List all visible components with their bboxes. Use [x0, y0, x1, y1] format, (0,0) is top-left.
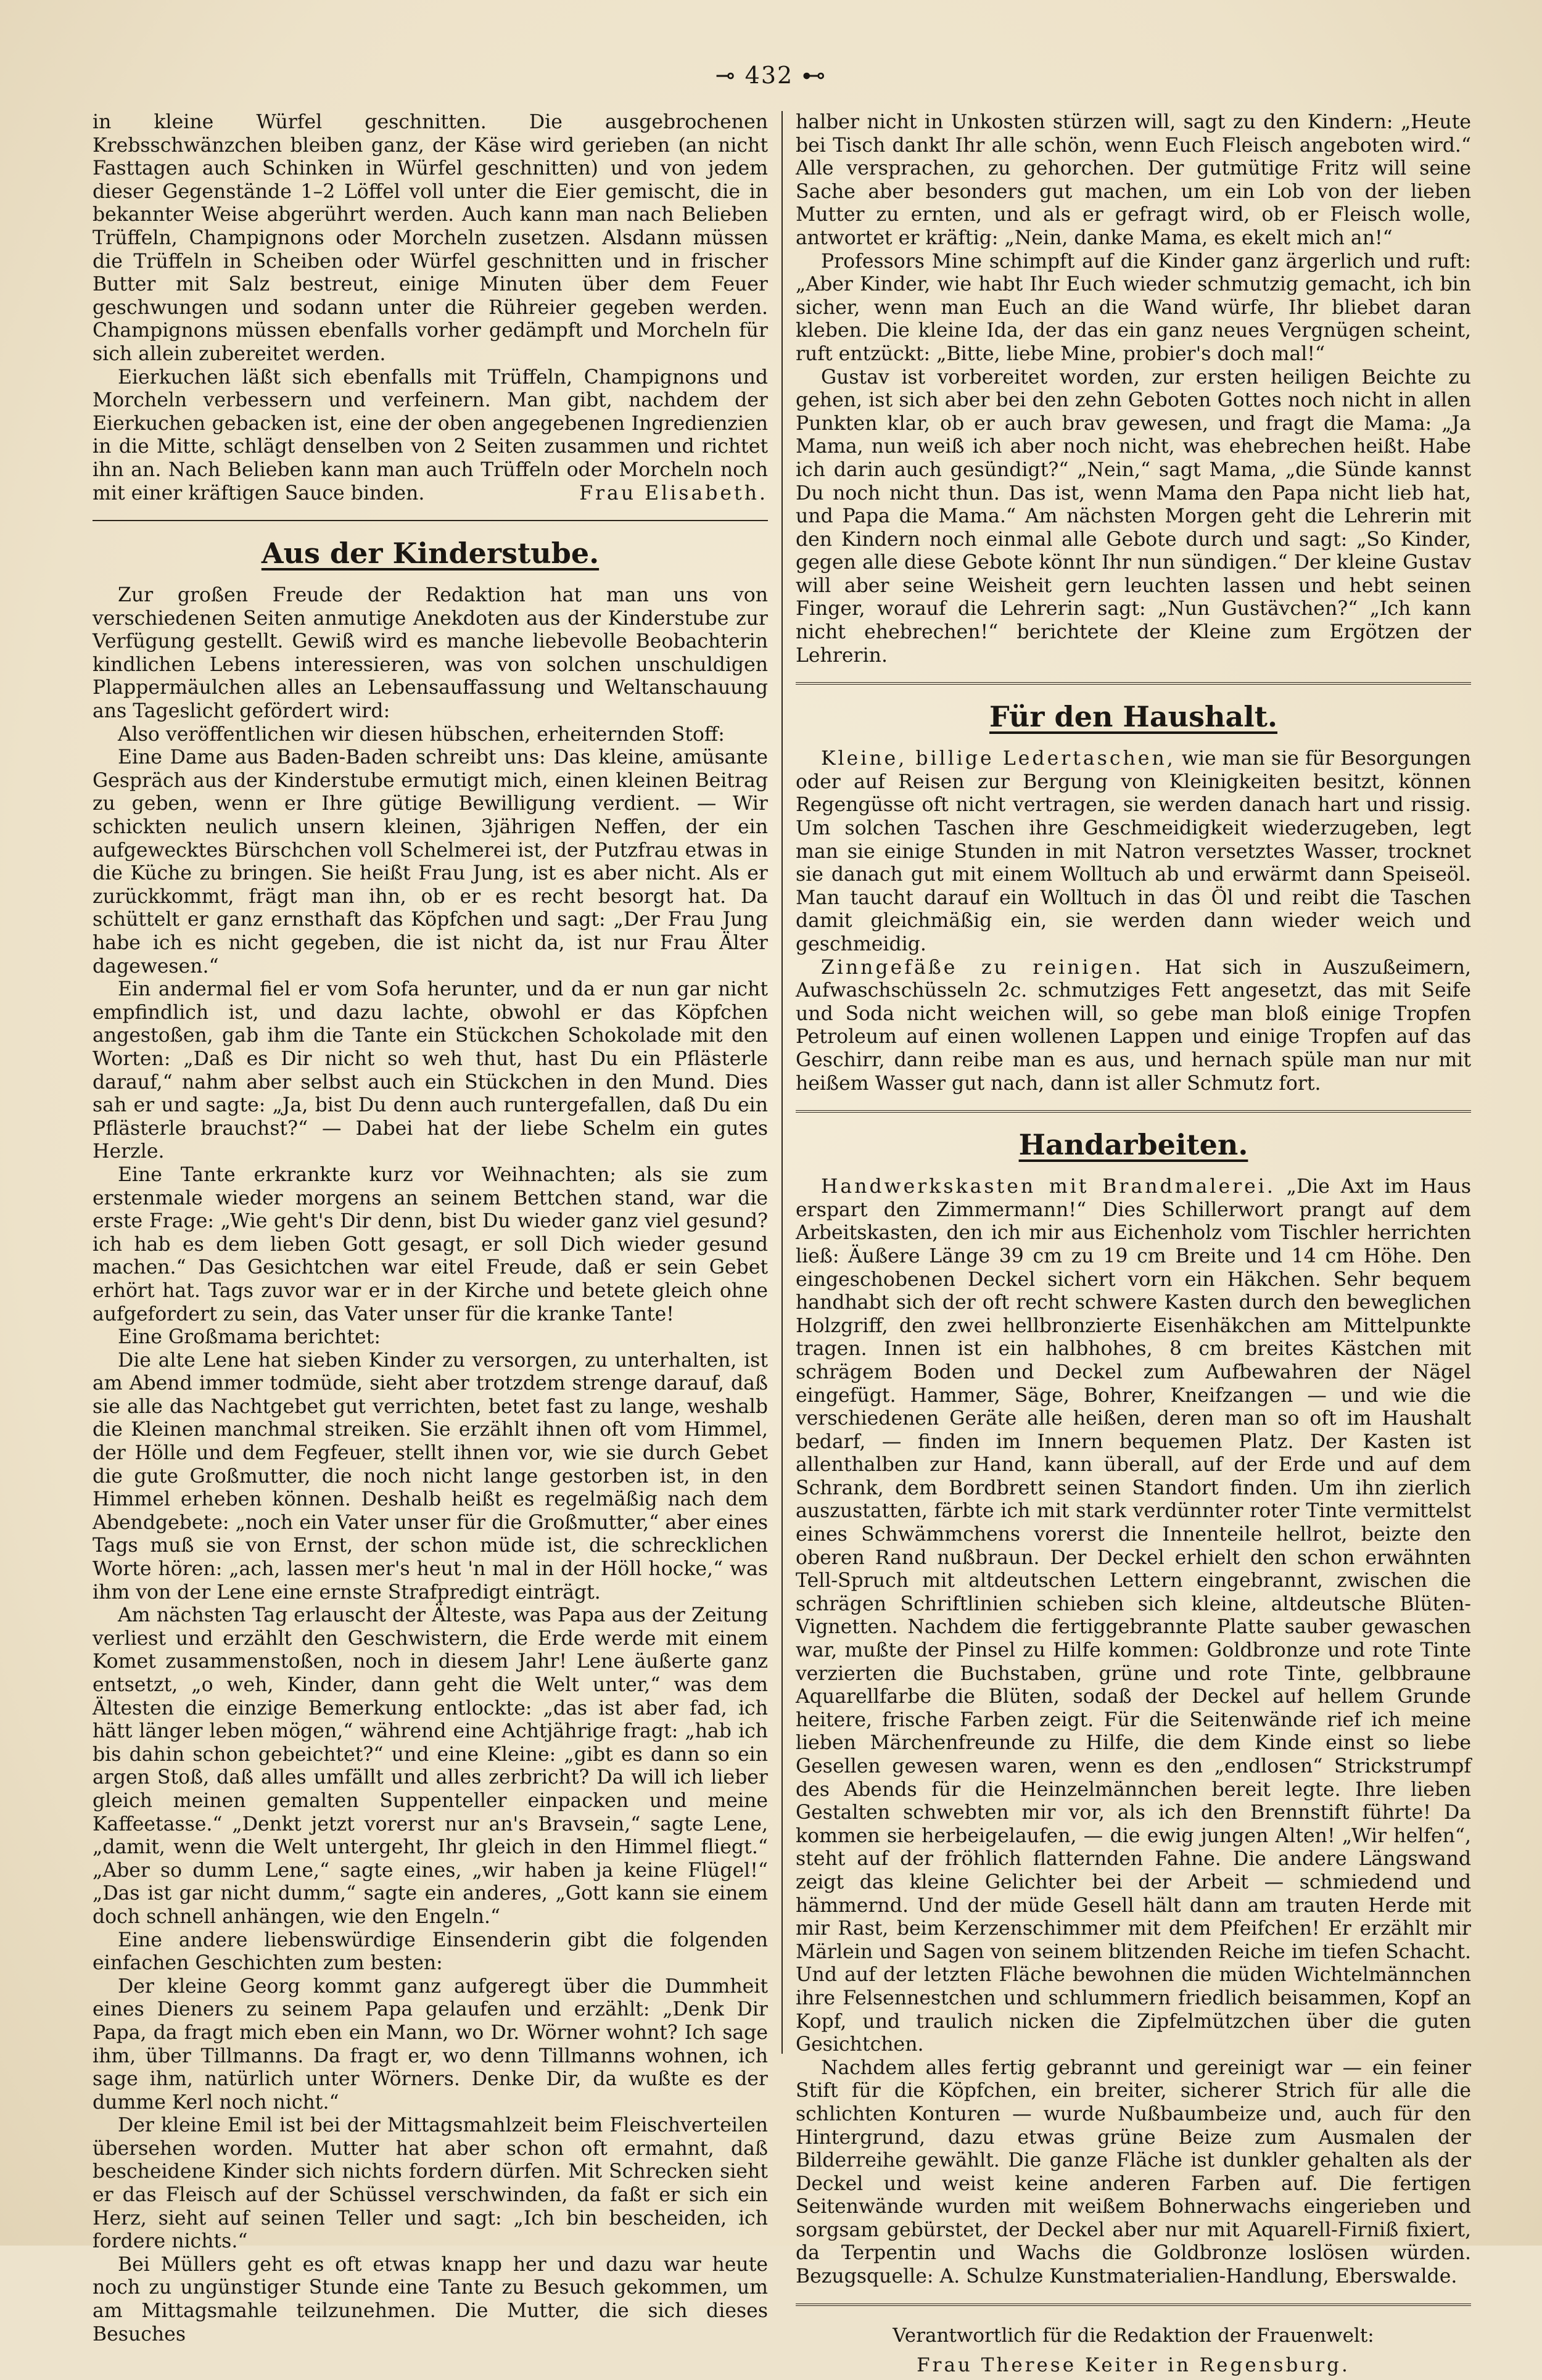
- article-paragraph: Eine Großmama berichtet:: [117, 1326, 381, 1349]
- article-paragraph: Also veröffentlichen wir diesen hübschen, erheiternden Stoff:: [117, 723, 725, 746]
- household-text: Hat sich in Auszußeimern, Aufwaschschüsseln 2c. schmutziges Fett angesetzt, das mit Seife und Soda nicht weichen will, so gebe man bloß einige Tropfen Petroleum auf einen wollenen Lappen und einige Tropfen auf das Geschirr, dann reibe man es aus, und hernach spüle man nur mit heißem Wasser gut nach, dann ist aller Schmutz fort.: [796, 956, 1471, 1095]
- section-rule: [93, 520, 768, 521]
- article-paragraph: Bei Müllers geht es oft etwas knapp her und dazu war heute noch zu ungünstiger Stunde eine Tante zu Besuch gekommen, um am Mittagsmahle teilzunehmen. Die Mutter, die sich dieses Besuches: [93, 2253, 768, 2345]
- footer-line: Frau Therese Keiter in Regensburg.: [917, 2353, 1350, 2376]
- handwork-lead: Handwerkskasten mit Brandmalerei.: [820, 1176, 1276, 1198]
- article-paragraph: Eine andere liebenswürdige Einsenderin gibt die folgenden einfachen Geschichten zum besten:: [93, 1929, 768, 1975]
- article-paragraph: Ein andermal fiel er vom Sofa herunter, und da er nun gar nicht empfindlich ist, und dazu lachte, obwohl er das Köpfchen angestoßen, gab ihm die Tante ein Stückchen Schokolade mit den Worten: „Daß es Dir nicht so weh thut, hast Du ein Pflästerle darauf,“ nahm aber selbst auch ein Stückchen in den Mund. Dies sah er und sagte: „Ja, bist Du denn auch runtergefallen, daß Du ein Pflästerle brauchst?“ — Dabei hat der liebe Schelm ein gutes Herzle.: [93, 978, 768, 1163]
- column-divider: [781, 111, 783, 2054]
- footer-rule: [796, 2304, 1471, 2306]
- page-number: ⊸ 432 ⊷: [715, 62, 827, 89]
- household-paragraph: [796, 747, 1471, 956]
- section-title-kinderstube: Aus der Kinderstube.: [261, 537, 600, 570]
- handwork-text: „Die Axt im Haus erspart den Zimmermann!“ Dies Schillerwort prangt auf dem Arbeitskasten, den ich mir aus Eichenholz vom Tischler herrichten ließ: Äußere Länge 39 cm zu 19 cm Breite und 14 cm Höhe. Den eingeschobenen Deckel sichert vorn ein Häkchen. Sehr bequem handhabt sich der oft recht schwere Kasten durch den beweglichen Holzgriff, den zwei hellbronzierte Eisenhäkchen am Mittelpunkte tragen. Innen ist ein halbhohes, 8 cm breites Kästchen mit schrägem Boden und Deckel zum Aufbewahren der Nägel eingefügt. Hammer, Säge, Bohrer, Kneifzangen — und wie die verschiedenen Geräte alle heißen, deren man so oft im Haushalt bedarf, — finden im Innern bequemen Platz. Der Kasten ist allenthalben zur Hand, kann überall, auf der Erde und auf dem Schrank, dem Bordbrett seinen Standort finden. Um ihn zierlich auszustatten, färbte ich mit stark verdünnter roter Tinte vermittelst eines Schwämmchens vorerst die Innenteile hellrot, beizte den oberen Rand nußbraun. Der Deckel erhielt den schon erwähnten Tell-Spruch mit altdeutschen Lettern eingebrannt, zwischen die schrägen Schriftlinien schieben sich kleine, altdeutsche Blüten-Vignetten. Nachdem die fertiggebrannte Platte sauber gewaschen war, mußte der Pinsel zu Hilfe kommen: Goldbronze und rote Tinte verzierten die Buchstaben, grüne und rote Tinte, gelbbraune Aquarellfarbe die Blüten, sodaß der Deckel auf hellem Grunde heitere, frische Farben zeigt. Für die Seitenwände rief ich meine lieben Märchenfreunde zu Hilfe, die dem Kinde einst so liebe Gesellen gewesen waren, wenn es den „endlosen“ Strickstrumpf des Abends für die Heinzelmännchen bereit legte. Ihre lieben Gestalten schwebten mir vor, als ich den Brennstift führte! Da kommen sie herbeigelaufen, — die ewig jungen Alten! „Wir helfen“, steht auf der fröhlich flatternden Fahne. Die andere Längswand zeigt das kleine Gelichter bei der Arbeit — schmiedend und hämmernd. Und der müde Gesell hält dann am trauten Herde mit mir Rast, beim Kerzenschimmer mit dem Pfeifchen! Er erzählt mir Märlein und Sagen von seinem blitzenden Reiche im tiefen Schacht. Und auf der letzten Fläche bewohnen die müden Wichtelmännchen ihre Felsennestchen und schlummern friedlich beisammen, Kopf an Kopf, und traulich nicken die Zipfelmützchen über die guten Gesichtchen.: [796, 1176, 1471, 2056]
- article-paragraph: Am nächsten Tag erlauscht der Älteste, was Papa aus der Zeitung verliest und erzählt den Geschwistern, die Erde werde mit einem Komet zusammenstoßen, noch in diesem Jahr! Lene äußerte ganz entsetzt, „o weh, Kinder, dann geht die Welt unter,“ was dem Ältesten die einzige Bemerkung entlockte: „das ist aber fad, ich hätt länger leben mögen,“ während eine Achtjährige fragt: „hab ich bis dahin schon gebeichtet?“ und eine Kleine: „gibt es dann so ein argen Stoß, daß alles umfällt und alles zerbricht? Da will ich lieber gleich meinen gemalten Suppenteller einpacken und meine Kaffeetasse.“ „Denkt jetzt vorerst nur an's Bravsein,“ sagte Lene, „damit, wenn die Welt untergeht, Ihr gleich in den Himmel fliegt.“ „Aber so dumm Lene,“ sagte eines, „wir haben ja keine Flügel!“ „Das ist gar nicht dumm,“ sagte ein anderes, „Gott kann sie einem doch schnell anhängen, wie den Engeln.“: [93, 1604, 768, 1928]
- editorial-footer: [796, 2321, 1471, 2380]
- article-paragraph: Zur großen Freude der Redaktion hat man uns von verschiedenen Seiten anmutige Anekdoten aus der Kinderstube zur Verfügung gestellt. Gewiß wird es manche liebevolle Beobachterin kindlichen Lebens interessieren, was von solchen unschuldigen Plappermäulchen alles an Lebensauffassung und Weltanschauung ans Tageslicht gefördert wird:: [93, 584, 768, 723]
- article-paragraph: Professors Mine schimpft auf die Kinder ganz ärgerlich und ruft: „Aber Kinder, wie habt Ihr Euch wieder schmutzig gemacht, ich bin sicher, wenn man Euch an die Wand würfe, Ihr bliebet daran kleben. Die kleine Ida, der das ein ganz neues Vergnügen scheint, ruft entzückt: „Bitte, liebe Mine, probier's doch mal!“: [796, 250, 1471, 365]
- article-paragraph: Die alte Lene hat sieben Kinder zu versorgen, zu unterhalten, ist am Abend immer todmüde, sieht aber trotzdem strenge darauf, daß sie alle das Nachtgebet gut verrichten, betet fast zu lange, weshalb die Kleinen manchmal streiken. Sie erzählt ihnen oft vom Himmel, der Hölle und dem Fegfeuer, stellt ihnen vor, wie sie durch Gebet die gute Großmutter, die noch nicht lange gestorben ist, in den Himmel erheben können. Deshalb heißt es regelmäßig nach dem Abendgebete: „noch ein Vater unser für die Großmutter,“ aber eines Tags muß sie von Ernst, der schon müde ist, die schrecklichen Worte hören: „ach, lassen mer's heut 'n mal in der Höll hocke,“ was ihm von der Lene eine ernste Strafpredigt einträgt.: [93, 1349, 768, 1604]
- household-lead: Zinngefäße zu reinigen.: [820, 956, 1144, 979]
- article-paragraph: Der kleine Georg kommt ganz aufgeregt über die Dummheit eines Dieners zu seinem Papa gelaufen und erzählt: „Denk Dir Papa, da fragt mich eben ein Mann, wo Dr. Wörner wohnt? Ich sage ihm, über Tillmanns. Da fragt er, wo denn Tillmanns wohnen, ich sage ihm, natürlich unter Wörners. Denke Dir, da wußte es der dumme Kerl noch nicht.“: [93, 1975, 768, 2114]
- section-rule: [796, 682, 1471, 685]
- article-paragraph: Der kleine Emil ist bei der Mittagsmahlzeit beim Fleischverteilen übersehen worden. Mutter hat aber schon oft ermahnt, daß bescheidene Kinder sich nichts fordern dürfen. Mit Schrecken sieht er das Fleisch auf der Schüssel verschwinden, da faßt er sich ein Herz, sieht auf seinen Teller und sagt: „Ich bin bescheiden, ich fordere nichts.“: [93, 2114, 768, 2253]
- right-column: [796, 111, 1471, 2380]
- author-signature: Frau Elisabeth.: [579, 482, 768, 504]
- section-title-handarbeiten: Handarbeiten.: [1018, 1128, 1248, 1162]
- left-column: [93, 111, 768, 2346]
- article-paragraph: Gustav ist vorbereitet worden, zur ersten heiligen Beichte zu gehen, ist sich aber bei den zehn Geboten Gottes noch nicht in allen Punkten klar, ob er auch brav gewesen, und fragt die Mama: „Ja Mama, nun weiß ich aber noch nicht, was ehebrechen heißt. Habe ich darin auch gesündigt?“ „Nein,“ sagt Mama, „die Sünde kannst Du noch nicht thun. Das ist, wenn Mama den Papa nicht lieb hat, und Papa die Mama.“ Am nächsten Morgen geht die Lehrerin mit den Kindern noch einmal alle Gebote durch und sagt: „So Kinder, gegen alle diese Gebote könnt Ihr nun sündigen.“ Der kleine Gustav will aber seine Weisheit gern leuchten lassen und hebt seinen Finger, worauf die Lehrerin sagt: „Nun Gustävchen?“ „Ich kann nicht ehebrechen!“ berichtete der Kleine zum Ergötzen der Lehrerin.: [796, 366, 1471, 667]
- recipe-continuation-paragraph: in kleine Würfel geschnitten. Die ausgebrochenen Krebsschwänzchen bleiben ganz, der Käse wird gerieben (an nicht Fasttagen auch Schinken in Würfel geschnitten) und von jedem dieser Gegenstände 1–2 Löffel voll unter die Eier gemischt, die in bekannter Weise abgerührt werden. Auch kann man nach Belieben Trüffeln, Champignons oder Morcheln zusetzen. Alsdann müssen die Trüffeln in Scheiben oder Würfel geschnitten und in frischer Butter mit Salz bestreut, einige Minuten über dem Feuer geschwungen und sodann unter die Rühreier gegeben werden. Champignons müssen ebenfalls vorher gedämpft und Morcheln für sich allein zubereitet werden.: [93, 111, 768, 365]
- recipe-paragraph: Eierkuchen läßt sich ebenfalls mit Trüffeln, Champignons und Morcheln verbessern und verfeinern. Man gibt, nachdem der Eierkuchen gebacken ist, eine der oben angegebenen Ingredienzien in die Mitte, schlägt denselben von 2 Seiten zusammen und richtet ihn an. Nach Belieben kann man auch Trüffeln oder Morcheln noch mit einer kräftigen Sauce binden.: [93, 366, 768, 504]
- footer-line: Verantwortlich für die Redaktion der Frauenwelt:: [893, 2324, 1374, 2347]
- article-continuation-paragraph: halber nicht in Unkosten stürzen will, sagt zu den Kindern: „Heute bei Tisch dankt Ihr alle schön, wenn Euch Fleisch angeboten wird.“ Alle versprachen, zu gehorchen. Der gutmütige Fritz will seine Sache aber besonders gut machen, um ein Lob von der lieben Mutter zu ernten, und als er gefragt wird, ob er Fleisch wolle, antwortet er kräftig: „Nein, danke Mama, es ekelt mich an!“: [796, 111, 1471, 249]
- handwork-paragraph: Nachdem alles fertig gebrannt und gereinigt war — ein feiner Stift für die Köpfchen, ein breiter, sicherer Strich für alle die schlichten Konturen — wurde Nußbaumbeize und, auch für den Hintergrund, dazu etwas grüne Beize zum Ausmalen der Bilderreihe gewählt. Die ganze Fläche ist dunkler gehalten als der Deckel und weist keine anderen Farben auf. Die fertigen Seitenwände wurden mit weißem Bohnerwachs eingerieben und sorgsam gebürstet, der Deckel aber nur mit Aquarell-Firniß fixiert, da Terpentin und Wachs die Goldbronze loslösen würden. Bezugsquelle: A. Schulze Kunstmaterialien-Handlung, Eberswalde.: [796, 2056, 1471, 2288]
- household-text: wie man sie für Besorgungen oder auf Reisen zur Bergung von Kleinigkeiten besitzt, können Regengüsse oft nicht vertragen, sie werden danach hart und rissig. Um solchen Taschen ihre Geschmeidigkeit wiederzugeben, legt man sie einige Stunden in mit Natron versetztes Wasser, trocknet sie danach gut mit einem Wolltuch ab und erwärmt dann Speiseöl. Man taucht darauf ein Wolltuch in das Öl und reibt die Taschen damit gleichmäßig ein, sie werden dann wieder weich und geschmeidig.: [796, 747, 1471, 955]
- household-paragraph: [796, 957, 1471, 1096]
- article-paragraph: Eine Dame aus Baden-Baden schreibt uns: Das kleine, amüsante Gespräch aus der Kinderstube ermutigt mich, einen kleinen Beitrag zu geben, wenn er Ihre gütige Bewilligung verdient. — Wir schickten neulich unsern kleinen, 3jährigen Neffen, der ein aufgewecktes Bürschchen voll Schelmerei ist, der Putzfrau etwas in die Küche zu bringen. Sie heißt Frau Jung, ist es aber nicht. Als er zurückkommt, frägt man ihn, ob er es recht besorgt hat. Da schüttelt er ganz ernsthaft das Köpfchen und sagt: „Der Frau Jung habe ich es nicht gegeben, die ist nicht da, ist nur Frau Älter dagewesen.“: [93, 746, 768, 978]
- handwork-paragraph: [796, 1176, 1471, 2057]
- section-rule: [796, 1110, 1471, 1113]
- article-paragraph: Eine Tante erkrankte kurz vor Weihnachten; als sie zum erstenmale wieder morgens an seinem Bettchen stand, war die erste Frage: „Wie geht's Dir denn, bist Du wieder ganz viel gesund? ich hab es dem lieben Gott gesagt, er soll Dich wieder gesund machen.“ Das Gesichtchen war eitel Freude, daß er sein Gebet erhört hat. Tags zuvor war er in der Kirche und betete gleich ohne aufgefordert zu sein, das Vater unser für die kranke Tante!: [93, 1163, 768, 1325]
- household-lead: Kleine, billige Ledertaschen,: [820, 747, 1176, 770]
- section-title-haushalt: Für den Haushalt.: [989, 700, 1278, 734]
